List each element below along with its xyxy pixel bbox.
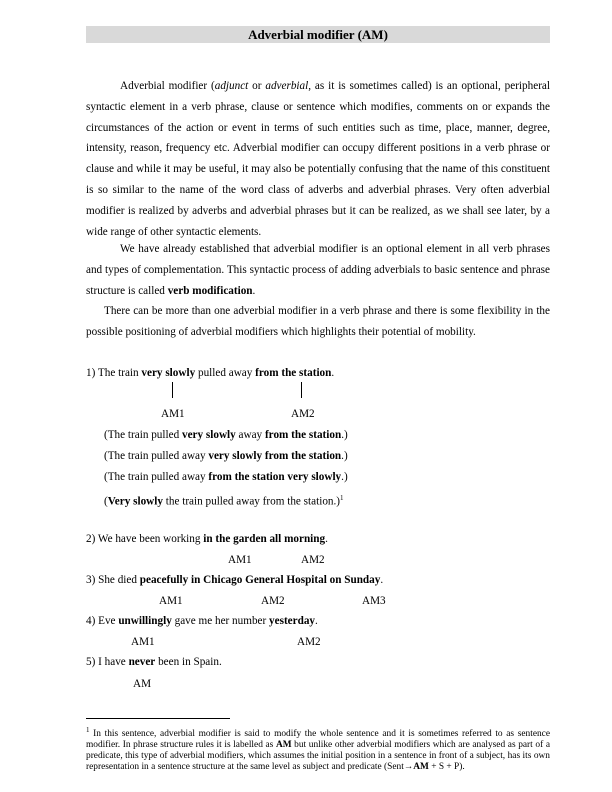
am1-label: AM1: [228, 554, 252, 566]
am-label: AM: [133, 678, 152, 690]
example-1-variant-3: (The train pulled away from the station very slowly.): [104, 471, 348, 483]
am2-label: AM2: [297, 636, 321, 648]
paragraph-1: Adverbial modifier (adjunct or adverbial, as it is sometimes called) is an optional, peripheral syntactic element in a verb phrase, clause or sentence which modifies, comments on or expands the circumstances of the action or event in terms of such entities such as time, place, manner, degree, intensity, reason, frequency etc. Adverbial modifier can occupy different positions in a verb phrase or clause and while it may be useful, it may also be potentially confusing that the name of this constituent is so similar to the name of the word class of adverbs and adverbial phrases. Very often adverbial modifier is realized by adverbs and adverbial phrases but it can be realized, as we shall see later, by a wide range of other syntactic elements.: [86, 80, 550, 238]
example-1-variant-1: (The train pulled very slowly away from the station.): [104, 429, 348, 441]
am2-label: AM2: [291, 408, 315, 420]
footnote-reference[interactable]: 1: [340, 494, 344, 502]
example-1: 1) The train very slowly pulled away from the station.: [86, 367, 335, 379]
am3-label: AM3: [362, 595, 386, 607]
example-5: 5) I have never been in Spain.: [86, 656, 222, 668]
am1-label: AM1: [131, 636, 155, 648]
example-1-variant-4: (Very slowly the train pulled away from the station.)$^1$: [104, 494, 344, 508]
example-3: 3) She died peacefully in Chicago General Hospital on Sunday.: [86, 574, 384, 586]
am1-marker: [172, 382, 173, 398]
example-1-variant-2: (The train pulled away very slowly from the station.): [104, 450, 348, 462]
paragraph-2: We have already established that adverbial modifier is an optional element in all verb phrases and types of complementation. This syntactic process of adding adverbials to basic sentence and phrase structure is called verb modification.: [86, 243, 550, 297]
am2-label: AM2: [301, 554, 325, 566]
am1-label: AM1: [159, 595, 183, 607]
footnote: $^1$ In this sentence, adverbial modifier is said to modify the whole sentence and it is sometimes referred to as sentence modifier. In phrase structure rules it is labelled as AM but unlike other adverbial modifiers which are analysed as part of a predicate, this type of adverbial modifiers, which assumes the initial position in a sentence in front of a subject, has its own representation in a sentence structure at the same level as subject and predicate (Sent→AM + S + P).: [86, 726, 550, 773]
am1-label: AM1: [161, 408, 185, 420]
footnote-divider: [86, 718, 230, 719]
am2-label: AM2: [261, 595, 285, 607]
example-4: 4) Eve unwillingly gave me her number yesterday.: [86, 615, 318, 627]
paragraph-3: There can be more than one adverbial modifier in a verb phrase and there is some flexibility in the possible positioning of adverbial modifiers which highlights their potential of mobility.: [86, 305, 550, 338]
page-title: Adverbial modifier (AM): [86, 26, 550, 43]
example-2: 2) We have been working in the garden all morning.: [86, 533, 328, 545]
am2-marker: [301, 382, 302, 398]
